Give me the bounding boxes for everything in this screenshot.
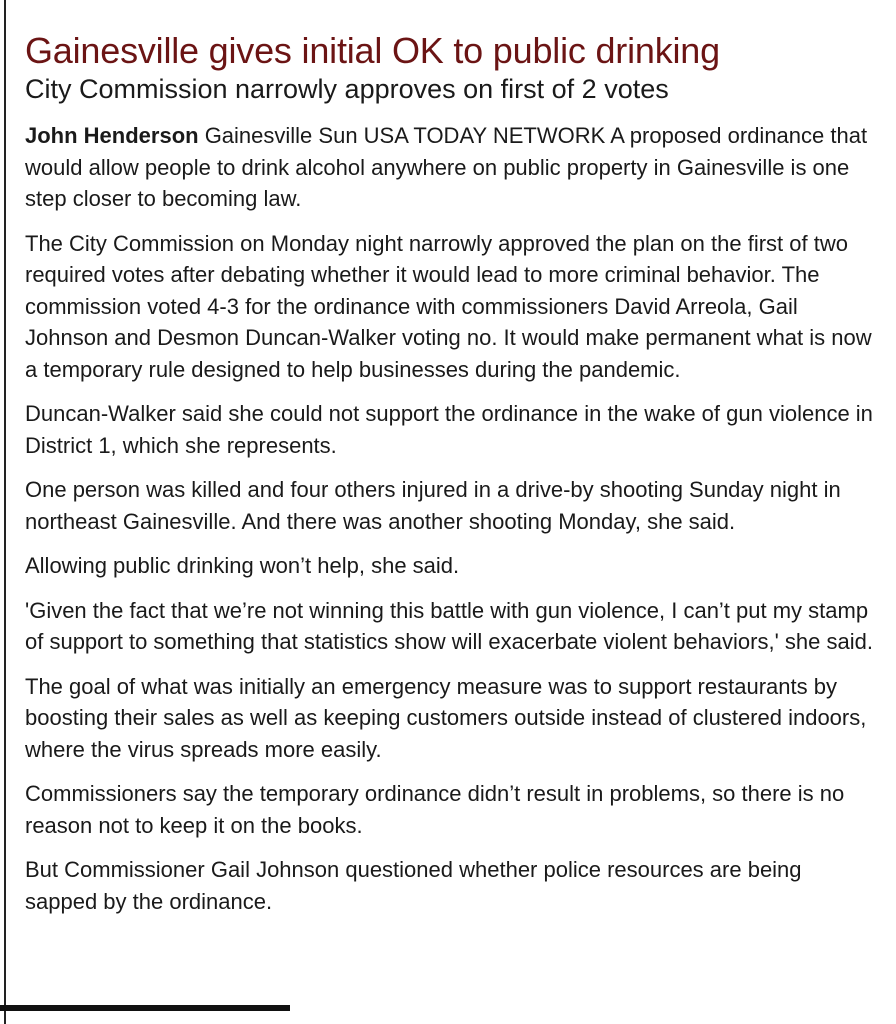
paragraph-duncan-walker: Duncan-Walker said she could not support the ordinance in the wake of gun violence in District 1, which she represents. [25, 401, 873, 458]
subheadline: City Commission narrowly approves on first of 2 votes [25, 74, 669, 104]
byline-lead-text: Gainesville Sun USA TODAY NETWORK A proposed ordinance that would allow people to drink alcohol anywhere on public property in Gainesville is one step closer to becoming law. [25, 123, 868, 211]
article-body [25, 30, 877, 930]
paragraph-commissioners: Commissioners say the temporary ordinance didn’t result in problems, so there is no reason not to keep it on the books. [25, 781, 845, 838]
paragraph-quote: 'Given the fact that we’re not winning this battle with gun violence, I can’t put my stamp of support to something that statistics show will exacerbate violent behaviors,' she said. [25, 597, 873, 654]
paragraph-shooting: One person was killed and four others injured in a drive-by shooting Sunday night in northeast Gainesville. And there was another shooting Monday, she said. [25, 477, 841, 534]
byline-author: John Henderson [25, 123, 199, 148]
paragraph-vote: The City Commission on Monday night narrowly approved the plan on the first of two required votes after debating whether it would lead to more criminal behavior. The commission voted 4-3 for the ordinance with commissioners David Arreola, Gail Johnson and Desmon Duncan-Walker voting no. It would make permanent what is now a temporary rule designed to help businesses during the pandemic. [25, 230, 872, 382]
byline-paragraph [25, 120, 877, 215]
paragraph-police-resources: But Commissioner Gail Johnson questioned whether police resources are being sapped by the ordinance. [25, 857, 802, 914]
headline: Gainesville gives initial OK to public drinking [25, 30, 720, 71]
bottom-scroll-bar [0, 1005, 290, 1011]
paragraph-goal: The goal of what was initially an emergency measure was to support restaurants by boosting their sales as well as keeping customers outside instead of clustered indoors, where the virus spreads more easily. [25, 673, 867, 762]
left-border-rule [4, 0, 6, 1024]
paragraph-public-drinking: Allowing public drinking won’t help, she said. [25, 553, 460, 578]
